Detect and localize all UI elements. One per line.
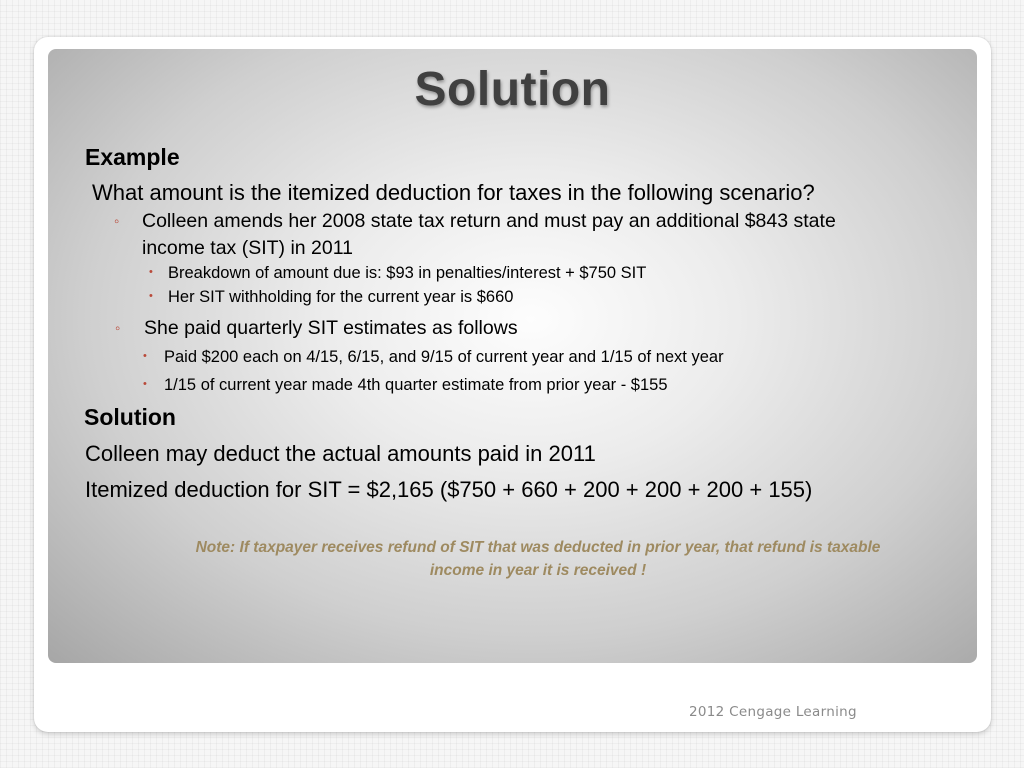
solution-line-2: Itemized deduction for SIT = $2,165 ($750 + 660 + 200 + 200 + 200 + 155) <box>85 477 813 502</box>
sub-bullet-1-2: Her SIT withholding for the current year is $660 <box>168 288 514 306</box>
bullet-2-line-1: She paid quarterly SIT estimates as follows <box>144 317 518 339</box>
dot-bullet-icon: • <box>143 350 147 362</box>
bullet-1-line-1: Colleen amends her 2008 state tax return and must pay an additional $843 state <box>142 210 836 232</box>
question-text: What amount is the itemized deduction for taxes in the following scenario? <box>92 180 815 205</box>
note-line-1: Note: If taxpayer receives refund of SIT that was deducted in prior year, that refund is taxable <box>195 539 881 556</box>
sub-bullet-2-1: Paid $200 each on 4/15, 6/15, and 9/15 of current year and 1/15 of next year <box>164 348 724 366</box>
dot-bullet-icon: • <box>143 378 147 390</box>
sub-bullet-2-2: 1/15 of current year made 4th quarter estimate from prior year - $155 <box>164 376 668 394</box>
sub-bullet-1-1: Breakdown of amount due is: $93 in penalties/interest + $750 SIT <box>168 264 647 282</box>
slide-title: Solution <box>414 63 611 116</box>
dot-bullet-icon: • <box>149 290 153 302</box>
circle-bullet-icon: ◦ <box>114 213 120 230</box>
circle-bullet-icon: ◦ <box>115 320 121 337</box>
note-line-2: income in year it is received ! <box>429 562 647 579</box>
solution-line-1: Colleen may deduct the actual amounts paid in 2011 <box>85 441 596 466</box>
example-heading: Example <box>85 144 180 170</box>
note-text <box>110 536 966 582</box>
dot-bullet-icon: • <box>149 266 153 278</box>
solution-heading: Solution <box>84 404 176 430</box>
bullet-1-line-2: income tax (SIT) in 2011 <box>142 237 353 259</box>
footer-copyright: 2012 Cengage Learning <box>689 704 857 720</box>
